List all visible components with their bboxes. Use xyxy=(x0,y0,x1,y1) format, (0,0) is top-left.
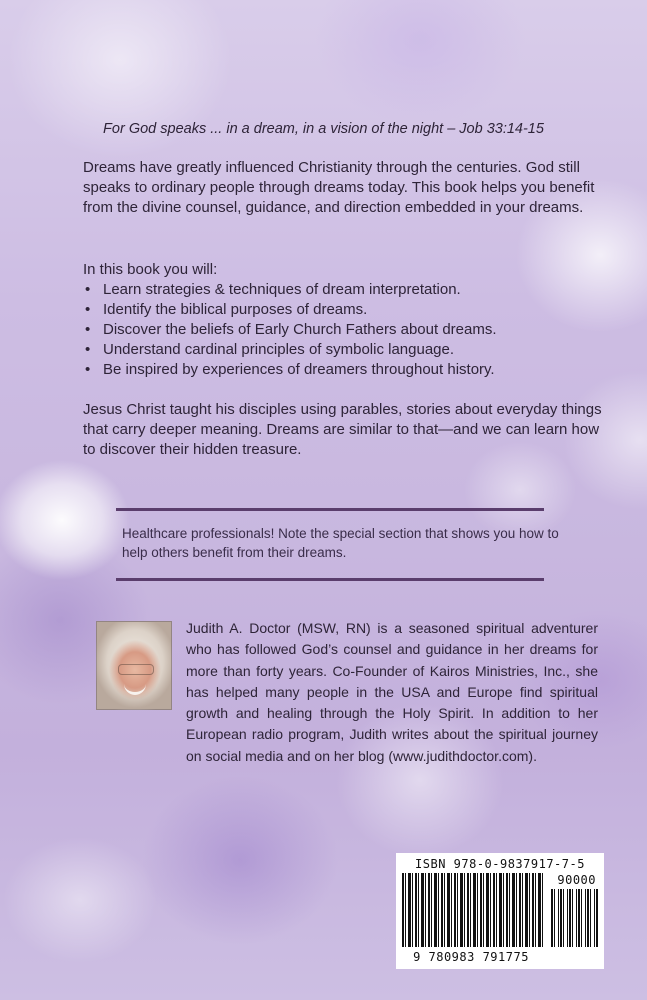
author-bio: Judith A. Doctor (MSW, RN) is a seasoned spiritual adventurer who has followed God’s counsel and guidance in her dreams for more than forty years. Co-Founder of Kairos Ministries, Inc., she has helped many people in the USA and Europe find spiritual growth and healing through the Holy Spirit. In addition to her European radio program, Judith writes about the spiritual journey on social media and on her blog (www.judithdoctor.com). xyxy=(186,620,598,764)
barcode-digits: 9 780983 791775 xyxy=(413,950,529,964)
healthcare-callout: Healthcare professionals! Note the special section that shows you how to help others benefit from their dreams. xyxy=(122,526,559,560)
list-item: • Be inspired by experiences of dreamers throughout history. xyxy=(83,360,603,380)
author-photo xyxy=(96,621,172,710)
benefits-list xyxy=(83,280,603,380)
author-photo-glasses xyxy=(118,664,154,675)
callout-bottom-rule xyxy=(116,578,544,581)
intro-paragraph: Dreams have greatly influenced Christianity through the centuries. God still speaks to ordinary people through dreams today. This book helps you benefit from the divine counsel, guidance, and direction embedded in your dreams. xyxy=(83,159,595,216)
callout-top-rule xyxy=(116,508,544,511)
barcode-bars xyxy=(402,873,545,947)
list-item: • Understand cardinal principles of symbolic language. xyxy=(83,340,603,360)
list-heading: In this book you will: xyxy=(83,261,218,278)
list-item: • Learn strategies & techniques of dream interpretation. xyxy=(83,280,603,300)
closing-paragraph: Jesus Christ taught his disciples using parables, stories about everyday things that carry deeper meaning. Dreams are similar to that—and we can learn how to discover their hidden treasure. xyxy=(83,401,602,458)
isbn-barcode xyxy=(396,853,604,969)
author-photo-smile xyxy=(124,684,146,695)
price-code: 90000 xyxy=(557,873,596,887)
epigraph: For God speaks ... in a dream, in a vision of the night – Job 33:14-15 xyxy=(103,121,544,137)
addon-barcode-bars xyxy=(551,889,598,947)
list-item: • Identify the biblical purposes of dreams. xyxy=(83,300,603,320)
list-item: • Discover the beliefs of Early Church Fathers about dreams. xyxy=(83,320,603,340)
isbn-label: ISBN 978-0-9837917-7-5 xyxy=(415,857,585,871)
